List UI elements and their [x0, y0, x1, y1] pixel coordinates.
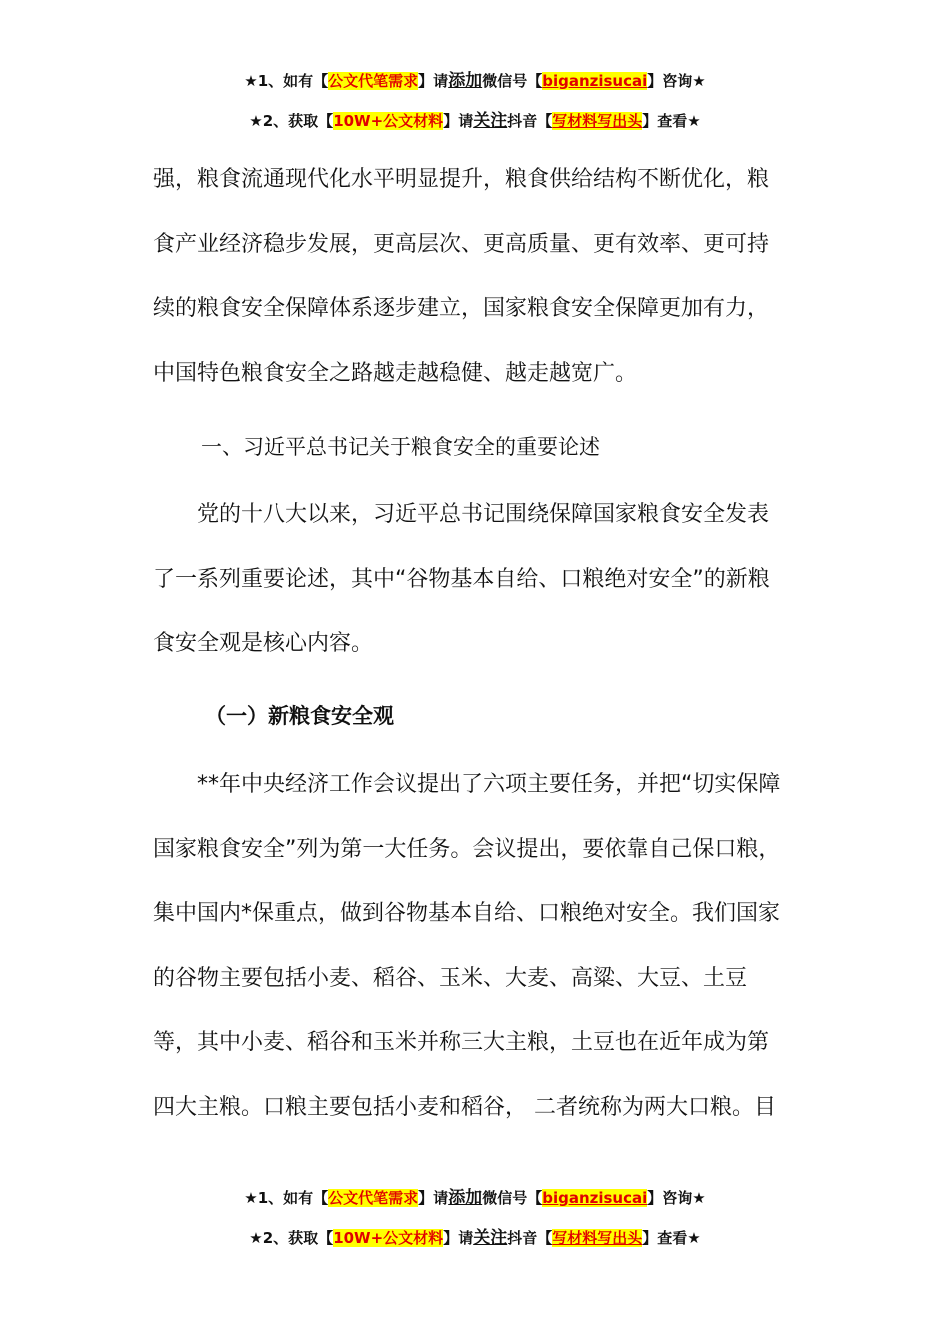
text-line: 强，粮食流通现代化水平明显提升，粮食供给结构不断优化，粮	[153, 167, 770, 192]
text-line: 集中国内*保重点，做到谷物基本自给、口粮绝对安全。我们国家	[153, 901, 781, 926]
banner-text: 】请	[443, 1229, 474, 1247]
douyin-account-link[interactable]: 写材料写出头	[552, 1229, 643, 1247]
banner-text: ★2、获取【	[249, 1229, 334, 1247]
banner-emphasis: 添加	[448, 1188, 483, 1208]
banner-text: 】查看★	[642, 1229, 701, 1247]
footer-banner	[0, 1187, 950, 1267]
banner-text: 微信号【	[482, 1189, 543, 1207]
text-line: 四大主粮。口粮主要包括小麦和稻谷， 二者统称为两大口粮。目	[153, 1094, 776, 1120]
banner-text: 】咨询★	[647, 72, 706, 90]
highlight-materials: 10W+公文材料	[333, 1229, 444, 1247]
header-banner	[0, 70, 950, 150]
footer-banner-line-2	[0, 1227, 950, 1267]
header-banner-line-2	[0, 110, 950, 150]
banner-text: 】请	[443, 112, 474, 130]
banner-text: 抖音【	[507, 112, 553, 130]
banner-text: 】查看★	[642, 112, 701, 130]
banner-text: 微信号【	[482, 72, 543, 90]
highlight-service: 公文代笔需求	[328, 72, 419, 90]
text-line: 国家粮食安全”列为第一大任务。会议提出，要依靠自己保口粮，	[153, 836, 781, 862]
text-line: 党的十八大以来，习近平总书记围绕保障国家粮食安全发表	[153, 502, 770, 527]
douyin-account-link[interactable]: 写材料写出头	[552, 112, 643, 130]
body-paragraph-1	[153, 148, 798, 406]
banner-text: 抖音【	[507, 1229, 553, 1247]
banner-emphasis: 关注	[473, 1228, 508, 1248]
text-line: **年中央经济工作会议提出了六项主要任务，并把“切实保障	[153, 772, 781, 797]
body-paragraph-2	[153, 483, 798, 677]
section-heading: 一、习近平总书记关于粮食安全的重要论述	[201, 435, 600, 459]
footer-banner-line-1	[0, 1187, 950, 1227]
banner-text: ★1、如有【	[244, 1189, 329, 1207]
banner-emphasis: 添加	[448, 71, 483, 91]
highlight-service: 公文代笔需求	[328, 1189, 419, 1207]
text-line: 等，其中小麦、稻谷和玉米并称三大主粮，土豆也在近年成为第	[153, 1030, 770, 1055]
banner-text: ★2、获取【	[249, 112, 334, 130]
banner-text: 】咨询★	[647, 1189, 706, 1207]
highlight-materials: 10W+公文材料	[333, 112, 444, 130]
body-paragraph-3	[153, 753, 798, 1140]
text-line: 食安全观是核心内容。	[153, 631, 374, 656]
subsection-heading: （一）新粮食安全观	[205, 704, 394, 728]
wechat-id-link[interactable]: biganzisucai	[542, 72, 648, 90]
text-line: 中国特色粮食安全之路越走越稳健、越走越宽广。	[153, 360, 638, 386]
wechat-id-link[interactable]: biganzisucai	[542, 1189, 648, 1207]
text-line: 的谷物主要包括小麦、稻谷、玉米、大麦、高粱、大豆、土豆	[153, 965, 748, 991]
banner-text: ★1、如有【	[244, 72, 329, 90]
text-line: 续的粮食安全保障体系逐步建立，国家粮食安全保障更加有力，	[153, 296, 770, 321]
text-line: 了一系列重要论述，其中“谷物基本自给、口粮绝对安全”的新粮	[153, 566, 770, 592]
banner-text: 】请	[418, 1189, 449, 1207]
banner-text: 】请	[418, 72, 449, 90]
banner-emphasis: 关注	[473, 111, 508, 131]
text-line: 食产业经济稳步发展，更高层次、更高质量、更有效率、更可持	[153, 231, 770, 257]
header-banner-line-1	[0, 70, 950, 110]
